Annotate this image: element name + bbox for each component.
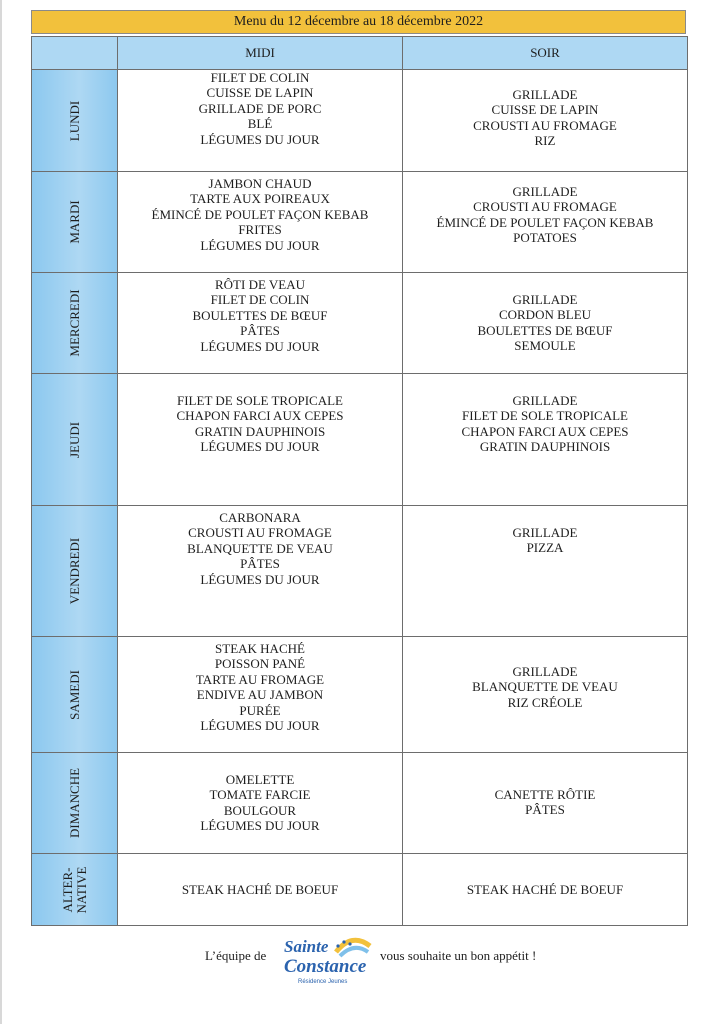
soir-cell [403, 637, 688, 753]
dish: TARTE AU FROMAGE [195, 671, 325, 687]
day-label: SAMEDI [66, 669, 82, 720]
dish: LÉGUMES DU JOUR [200, 237, 320, 253]
dish: PÂTES [240, 556, 280, 572]
sainte-constance-logo [278, 930, 376, 990]
dish: STEAK HACHÉ DE BOEUF [181, 881, 339, 897]
dish: BOULETTES DE BŒUF [477, 322, 613, 338]
alternative-soir-cell [403, 854, 688, 926]
dish: PÂTES [240, 323, 280, 339]
midi-cell [118, 753, 403, 854]
dish: CARBONARA [219, 510, 301, 525]
dish: FILET DE SOLE TROPICALE [462, 408, 628, 424]
dish: ENDIVE AU JAMBON [196, 687, 324, 703]
day-cell [32, 70, 118, 172]
corner-cell [32, 37, 118, 70]
day-row [32, 374, 688, 506]
dish: LÉGUMES DU JOUR [200, 571, 320, 587]
dish: ÉMINCÉ DE POULET FAÇON KEBAB [436, 214, 654, 230]
dish: PIZZA [526, 540, 564, 556]
day-label: JEUDI [66, 421, 82, 458]
dish: CROUSTI AU FROMAGE [473, 117, 617, 133]
dish: TOMATE FARCIE [209, 787, 311, 803]
dish: RIZ [534, 133, 556, 149]
logo-word-2: Constance [284, 956, 367, 977]
dish: PURÉE [239, 702, 281, 718]
dish: TARTE AUX POIREAUX [190, 191, 330, 207]
day-cell [32, 637, 118, 753]
footer-text-after: vous souhaite un bon appétit ! [380, 948, 537, 963]
soir-cell [403, 506, 688, 637]
day-cell [32, 374, 118, 506]
dish: CHAPON FARCI AUX CEPES [461, 423, 629, 439]
day-row [32, 506, 688, 637]
dish: GRILLADE [512, 664, 578, 679]
dish: BOULETTES DE BŒUF [192, 307, 328, 323]
day-cell [32, 172, 118, 273]
midi-cell [118, 374, 403, 506]
day-cell [32, 753, 118, 854]
dish: CROUSTI AU FROMAGE [188, 525, 332, 541]
dish: GRILLADE [512, 87, 578, 102]
dish: STEAK HACHÉ DE BOEUF [466, 881, 624, 897]
day-label: LUNDI [66, 100, 82, 141]
column-header-soir: SOIR [403, 37, 688, 70]
soir-cell [403, 753, 688, 854]
alternative-label-cell [32, 854, 118, 926]
dish: LÉGUMES DU JOUR [200, 338, 320, 354]
footer [0, 930, 725, 990]
header-row [32, 37, 688, 70]
day-cell [32, 506, 118, 637]
day-row [32, 753, 688, 854]
alternative-label [61, 866, 89, 913]
dish: CANETTE RÔTIE [494, 787, 596, 802]
midi-cell [118, 637, 403, 753]
dish: LÉGUMES DU JOUR [200, 131, 320, 147]
dish: SEMOULE [514, 338, 576, 354]
midi-cell [118, 273, 403, 374]
dish: LÉGUMES DU JOUR [200, 439, 320, 455]
dish: GRILLADE [512, 184, 578, 199]
dish: GRILLADE DE PORC [198, 100, 322, 116]
dish: CHAPON FARCI AUX CEPES [176, 408, 344, 424]
dish: RIZ CRÉOLE [507, 694, 583, 710]
dish: BOULGOUR [223, 802, 297, 818]
dish: GRILLADE [512, 525, 578, 540]
dish: BLANQUETTE DE VEAU [187, 540, 333, 556]
dish: POTATOES [513, 230, 577, 246]
dish: CORDON BLEU [498, 307, 592, 323]
soir-cell [403, 273, 688, 374]
midi-cell [118, 172, 403, 273]
day-row [32, 273, 688, 374]
dish: POISSON PANÉ [214, 656, 306, 672]
dish: GRATIN DAUPHINOIS [194, 423, 326, 439]
dish: LÉGUMES DU JOUR [200, 718, 320, 734]
dish: GRILLADE [512, 393, 578, 408]
dish: CUISSE DE LAPIN [206, 85, 314, 101]
dish: PÂTES [525, 802, 565, 818]
day-label: MERCREDI [66, 289, 82, 357]
dish: FILET DE SOLE TROPICALE [177, 393, 343, 408]
dish: OMELETTE [225, 772, 295, 787]
dish: GRATIN DAUPHINOIS [479, 439, 611, 455]
day-label: MARDI [66, 200, 82, 244]
midi-cell [118, 506, 403, 637]
day-row [32, 637, 688, 753]
menu-title: Menu du 12 décembre au 18 décembre 2022 [31, 10, 686, 34]
dish: CROUSTI AU FROMAGE [473, 199, 617, 215]
dish: BLÉ [247, 116, 273, 132]
dish: FILET DE COLIN [210, 70, 310, 85]
day-label: DIMANCHE [66, 767, 82, 839]
dish: JAMBON CHAUD [208, 176, 312, 191]
column-header-midi: MIDI [118, 37, 403, 70]
soir-cell [403, 172, 688, 273]
menu-table [31, 36, 688, 926]
dish: ÉMINCÉ DE POULET FAÇON KEBAB [151, 206, 369, 222]
dish: RÔTI DE VEAU [214, 277, 306, 292]
alternative-label-line2: NATIVE [73, 866, 89, 913]
day-label: VENDREDI [66, 537, 82, 605]
alternative-label-line1: ALTER- [59, 866, 75, 913]
logo-word-1: Sainte [284, 937, 329, 956]
dish: LÉGUMES DU JOUR [200, 818, 320, 834]
footer-text-before: L’équipe de [205, 948, 267, 963]
dish: GRILLADE [512, 292, 578, 307]
dish: BLANQUETTE DE VEAU [472, 679, 618, 695]
dish: FILET DE COLIN [210, 292, 310, 308]
alternative-midi-cell [118, 854, 403, 926]
dish: STEAK HACHÉ [215, 641, 305, 656]
dish: CUISSE DE LAPIN [491, 102, 599, 118]
midi-cell [118, 70, 403, 172]
alternative-row [32, 854, 688, 926]
logo-subtitle: Résidence Jeunes [298, 979, 348, 985]
day-row [32, 70, 688, 172]
page-edge [0, 0, 2, 1024]
soir-cell [403, 70, 688, 172]
day-cell [32, 273, 118, 374]
day-row [32, 172, 688, 273]
soir-cell [403, 374, 688, 506]
dish: FRITES [238, 222, 282, 238]
